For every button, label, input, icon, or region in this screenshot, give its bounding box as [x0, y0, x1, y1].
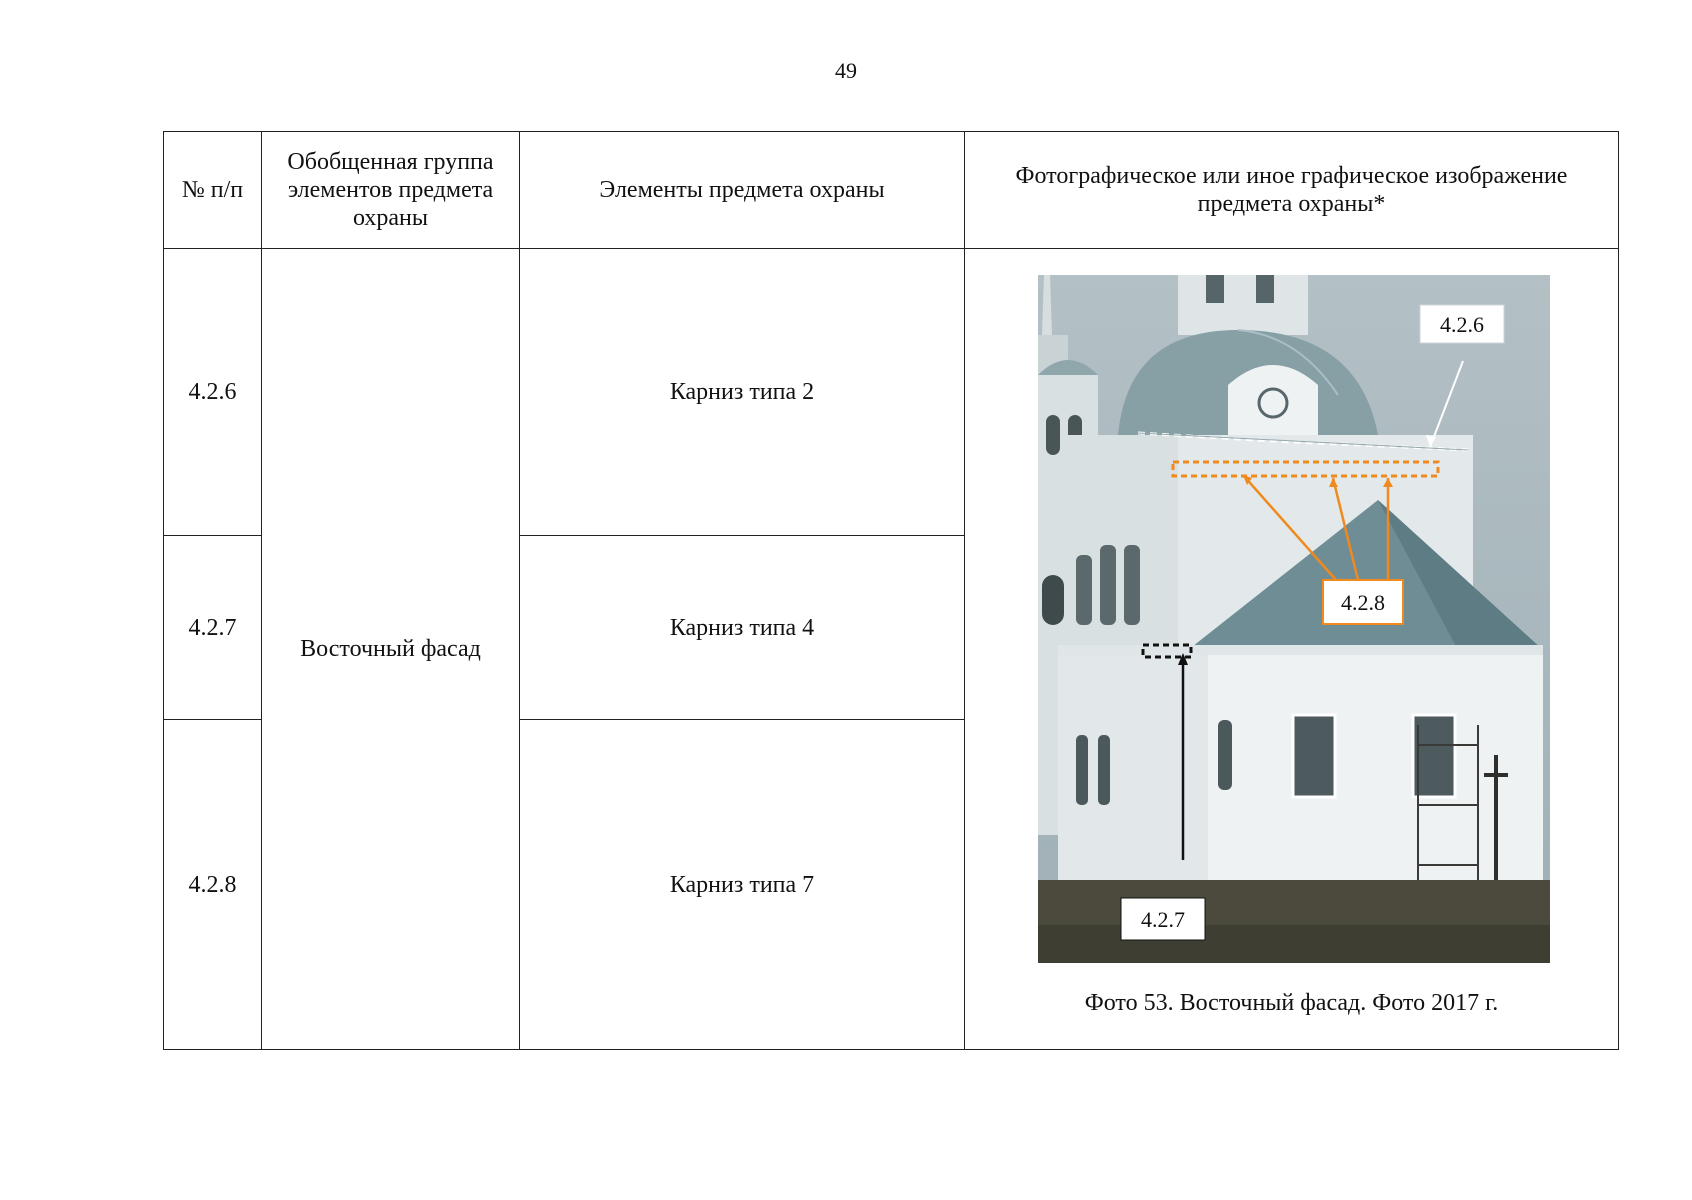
label-4-2-6: 4.2.6 [1440, 312, 1484, 337]
row-num: 4.2.6 [164, 249, 262, 536]
row-element: Карниз типа 4 [520, 536, 965, 720]
header-row [164, 132, 1619, 249]
row-element: Карниз типа 7 [520, 720, 965, 1050]
photo-cell [965, 249, 1619, 1050]
header-elements: Элементы предмета охраны [520, 132, 965, 249]
church-east-facade-photo [1038, 275, 1550, 963]
table-row [164, 249, 1619, 536]
row-element: Карниз типа 2 [520, 249, 965, 536]
group-cell: Восточный фасад [262, 249, 520, 1050]
page-number: 49 [835, 58, 857, 83]
protection-table [163, 131, 1619, 1050]
header-num: № п/п [164, 132, 262, 249]
label-4-2-7: 4.2.7 [1141, 907, 1185, 932]
header-image: Фотографическое или иное графическое изображение предмета охраны* [965, 132, 1619, 249]
row-num: 4.2.8 [164, 720, 262, 1050]
photo-caption: Фото 53. Восточный фасад. Фото 2017 г. [1084, 990, 1499, 1016]
row-num: 4.2.7 [164, 536, 262, 720]
label-4-2-8: 4.2.8 [1341, 590, 1385, 615]
header-group: Обобщенная группа элементов предмета охраны [262, 132, 520, 249]
